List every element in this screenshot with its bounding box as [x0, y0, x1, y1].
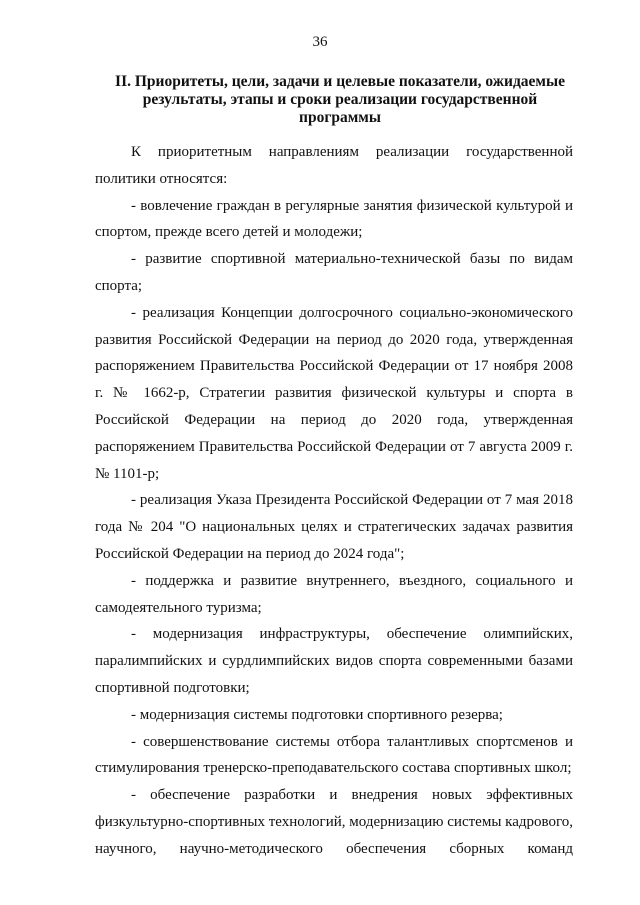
text-line: развития Российской Федерации на период до 2020 года, утвержденная [95, 331, 573, 348]
list-item-sports-reserve [95, 702, 573, 729]
text-line: К приоритетным направлениям реализации государственной [131, 144, 573, 160]
list-item-talent-selection [95, 729, 573, 783]
text-line: научного, научно-методического обеспечения сборных команд [95, 840, 573, 857]
document-body [95, 139, 573, 863]
text-line: Российской Федерации на период до 2020 года, утвержденная [95, 411, 573, 428]
text-line: - обеспечение разработки и внедрения новых эффективных [131, 787, 573, 804]
text-line: № 1101-р; [95, 465, 160, 482]
text-line: стимулирования тренерско-преподавательского состава спортивных школ; [95, 760, 572, 777]
text-line: паралимпийских и сурдлимпийских видов спорта современными базами [95, 653, 573, 670]
text-line: спортивной подготовки; [95, 679, 250, 696]
text-line: г. № 1662-р, Стратегии развития физической культуры и спорта в [95, 385, 573, 402]
text-line: - совершенствование системы отбора талантливых спортсменов и [131, 733, 573, 750]
heading-line: программы [299, 109, 381, 126]
heading-line: результаты, этапы и сроки реализации государственной [142, 91, 538, 108]
page-number: 36 [312, 34, 328, 50]
list-item-presidential-decree [95, 487, 573, 567]
list-item-infrastructure [95, 621, 573, 701]
text-line: - вовлечение граждан в регулярные занятия физической культурой и [131, 197, 573, 214]
text-line: распоряжением Правительства Российской Федерации от 17 ноября 2008 [95, 358, 573, 375]
text-line: политики относятся: [95, 170, 228, 187]
text-line: - реализация Концепции долгосрочного социально-экономического [131, 304, 573, 321]
list-item-tourism [95, 568, 573, 622]
list-item-technologies [95, 782, 573, 862]
list-item-material-base [95, 246, 573, 300]
text-line: спортом, прежде всего детей и молодежи; [95, 224, 363, 241]
text-line: Российской Федерации на период до 2024 года"; [95, 545, 405, 562]
text-line: - развитие спортивной материально-технической базы по видам [131, 251, 573, 268]
text-line: года № 204 "О национальных целях и стратегических задачах развития [95, 519, 573, 536]
text-line: самодеятельного туризма; [95, 599, 262, 616]
text-line: - поддержка и развитие внутреннего, въездного, социального и [131, 572, 573, 589]
paragraph-priorities-intro [95, 139, 573, 193]
text-line: распоряжением Правительства Российской Федерации от 7 августа 2009 г. [95, 438, 573, 455]
text-line: спорта; [95, 277, 143, 294]
section-heading [100, 73, 580, 127]
text-line: - модернизация системы подготовки спортивного резерва; [131, 706, 503, 723]
text-line: - реализация Указа Президента Российской Федерации от 7 мая 2018 [131, 492, 573, 509]
text-line: физкультурно-спортивных технологий, модернизацию системы кадрового, [95, 813, 574, 830]
list-item-sports-involvement [95, 193, 573, 247]
heading-line: II. Приоритеты, цели, задачи и целевые показатели, ожидаемые [115, 73, 565, 90]
text-line: - модернизация инфраструктуры, обеспечение олимпийских, [131, 626, 573, 643]
list-item-concept [95, 300, 573, 488]
